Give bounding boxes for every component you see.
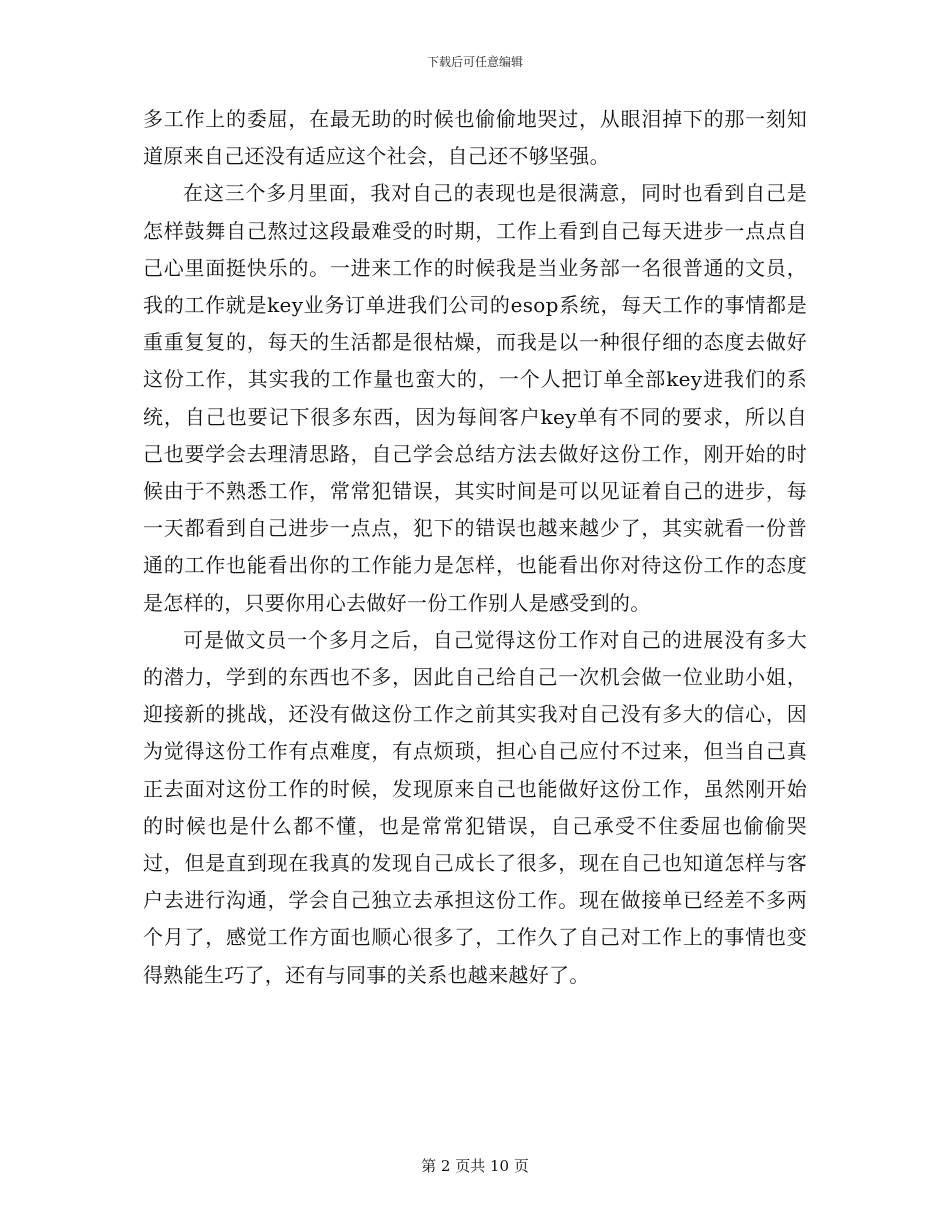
paragraph-continued: 多工作上的委屈，在最无助的时候也偷偷地哭过，从眼泪掉下的那一刻知道原来自己还没有适应这个社会，自己还不够坚强。	[143, 107, 807, 169]
page-header: 下载后可任意编辑	[426, 55, 523, 69]
document-body	[143, 101, 807, 994]
paragraph-work-progress: 在这三个多月里面，我对自己的表现也是很满意，同时也看到自己是怎样鼓舞自己熬过这段最难受的时期，工作上看到自己每天进步一点点自己心里面挺快乐的。一进来工作的时候我是当业务部一名很普通的文员，我的工作就是key业务订单进我们公司的esop系统，每天工作的事情都是重重复复的，每天的生活都是很枯燥，而我是以一种很仔细的态度去做好这份工作，其实我的工作量也蛮大的，一个人把订单全部key进我们的系统，自己也要记下很多东西，因为每间客户key单有不同的要求，所以自己也要学会去理清思路，自己学会总结方法去做好这份工作，刚开始的时候由于不熟悉工作，常常犯错误，其实时间是可以见证着自己的进步，每一天都看到自己进步一点点，犯下的错误也越来越少了，其实就看一份普通的工作也能看出你的工作能力是怎样，也能看出你对待这份工作的态度是怎样的，只要你用心去做好一份工作别人是感受到的。	[143, 181, 807, 615]
page-number-footer: 第 2 页共 10 页	[421, 1157, 529, 1175]
paragraph-new-role: 可是做文员一个多月之后，自己觉得这份工作对自己的进展没有多大的潜力，学到的东西也不多，因此自己给自己一次机会做一位业助小姐，迎接新的挑战，还没有做这份工作之前其实我对自己没有多大的信心，因为觉得这份工作有点难度，有点烦琐，担心自己应付不过来，但当自己真正去面对这份工作的时候，发现原来自己也能做好这份工作，虽然刚开始的时候也是什么都不懂，也是常常犯错误，自己承受不住委屈也偷偷哭过，但是直到现在我真的发现自己成长了很多，现在自己也知道怎样与客户去进行沟通，学会自己独立去承担这份工作。现在做接单已经差不多两个月了，感觉工作方面也顺心很多了，工作久了自己对工作上的事情也变得熟能生巧了，还有与同事的关系也越来越好了。	[143, 627, 807, 987]
